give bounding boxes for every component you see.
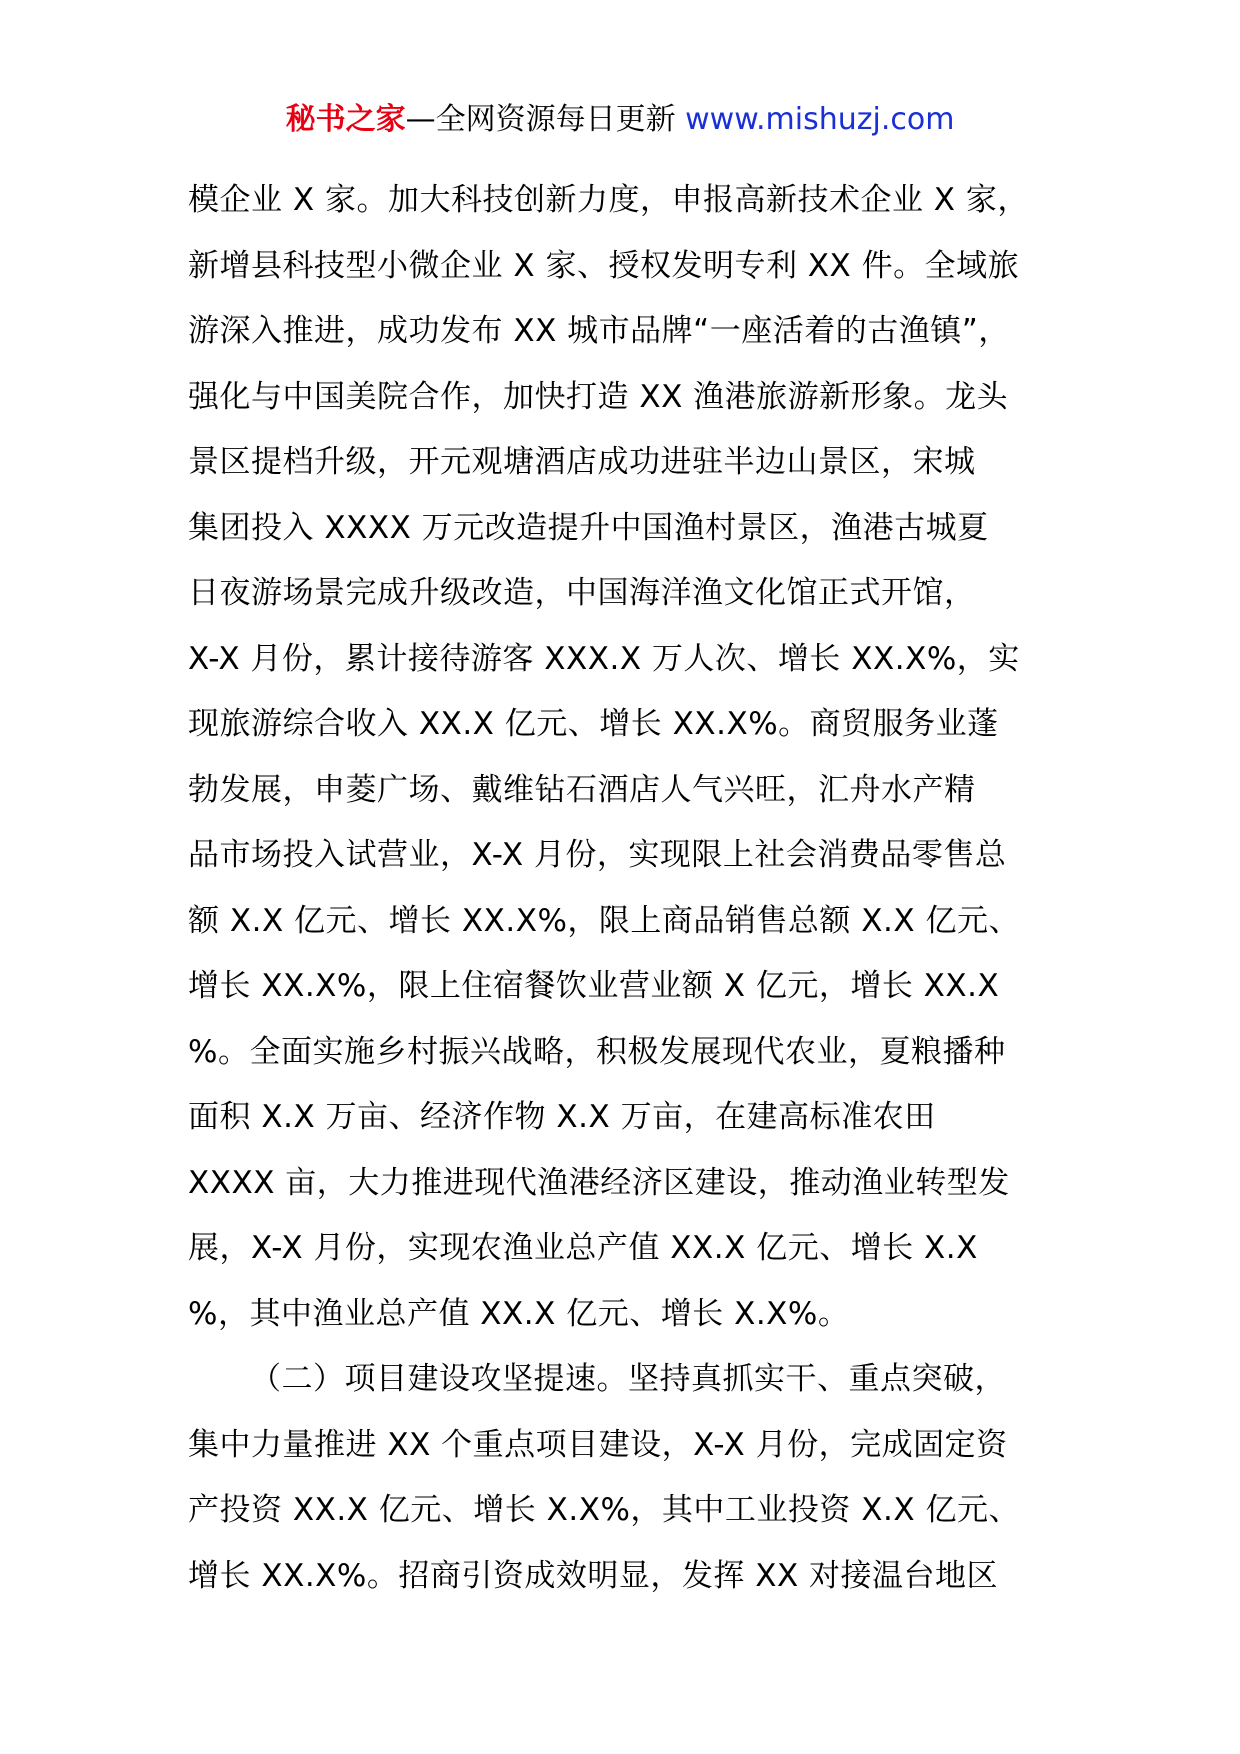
text-line: 日夜游场景完成升级改造，中国海洋渔文化馆正式开馆，: [188, 575, 976, 611]
text-line: XXXX 亩，大力推进现代渔港经济区建设，推动渔业转型发: [188, 1164, 1010, 1201]
text-line: 勃发展，申菱广场、戴维钻石酒店人气兴旺，汇舟水产精: [188, 771, 976, 808]
text-line: 景区提档升级，开元观塘酒店成功进驻半边山景区，宋城: [188, 444, 976, 480]
text-line: 新增县科技型小微企业 X 家、授权发明专利 XX 件。全域旅: [188, 247, 1020, 284]
document-body: [188, 168, 1068, 1609]
site-url-link[interactable]: www.mishuzj.com: [685, 102, 955, 137]
header-tagline: —全网资源每日更新: [405, 102, 676, 137]
text-line: X-X 月份，累计接待游客 XXX.X 万人次、增长 XX.X%，实: [188, 640, 1020, 677]
text-line: 增长 XX.X%，限上住宿餐饮业营业额 X 亿元，增长 XX.X: [188, 968, 1000, 1004]
text-line: 展，X-X 月份，实现农渔业总产值 XX.X 亿元、增长 X.X: [188, 1230, 978, 1266]
text-line: 品市场投入试营业，X-X 月份，实现限上社会消费品零售总: [188, 837, 1007, 873]
text-line: 面积 X.X 万亩、经济作物 X.X 万亩，在建高标准农田: [188, 1099, 936, 1135]
text-line: 游深入推进，成功发布 XX 城市品牌“一座活着的古渔镇”，: [188, 313, 1010, 349]
text-line: 集中力量推进 XX 个重点项目建设，X-X 月份，完成固定资: [188, 1426, 1008, 1463]
text-line: 集团投入 XXXX 万元改造提升中国渔村景区，渔港古城夏: [188, 509, 989, 546]
text-line: %。全面实施乡村振兴战略，积极发展现代农业，夏粮播种: [188, 1033, 1006, 1070]
brand-name: 秘书之家: [285, 102, 406, 137]
text-line: 模企业 X 家。加大科技创新力度，申报高新技术企业 X 家，: [188, 182, 1029, 218]
text-line: 现旅游综合收入 XX.X 亿元、增长 XX.X%。商贸服务业蓬: [188, 706, 999, 742]
text-line: 产投资 XX.X 亿元、增长 X.X%，其中工业投资 X.X 亿元、: [188, 1492, 1020, 1528]
text-line: 增长 XX.X%。招商引资成效明显，发挥 XX 对接温台地区: [188, 1557, 999, 1594]
text-line: 额 X.X 亿元、增长 XX.X%，限上商品销售总额 X.X 亿元、: [188, 902, 1020, 939]
text-line: 强化与中国美院合作，加快打造 XX 渔港旅游新形象。龙头: [188, 378, 1009, 415]
section-heading-line: （二）项目建设攻坚提速。坚持真抓实干、重点突破，: [250, 1361, 1006, 1397]
site-header: [0, 100, 1240, 140]
text-line: %，其中渔业总产值 XX.X 亿元、增长 X.X%。: [188, 1295, 850, 1332]
